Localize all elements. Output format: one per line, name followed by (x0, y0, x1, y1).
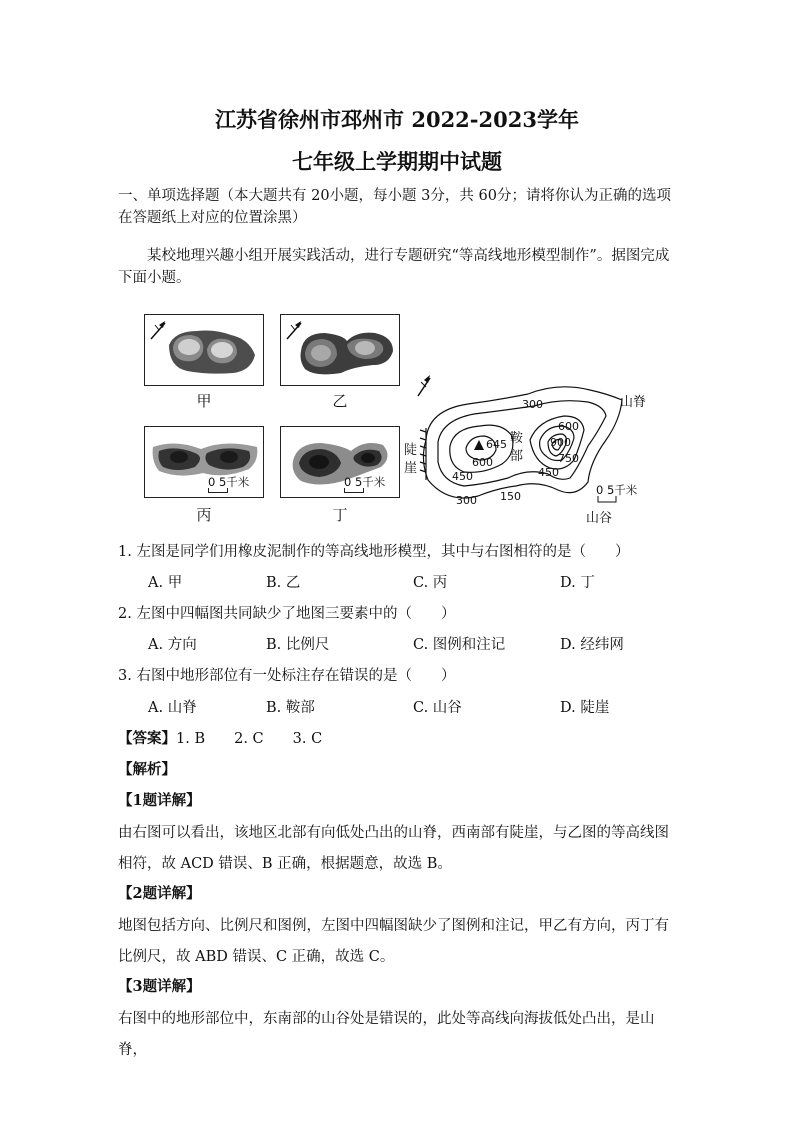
label-600b: 600 (558, 420, 579, 433)
clay-model-jia (145, 315, 262, 384)
answer-line (118, 727, 322, 748)
scale-bar-label: 0 5千米 (344, 475, 386, 489)
q2-analysis-heading: 【2题详解】 (118, 885, 201, 902)
answer-label: 【答案】 (118, 730, 176, 747)
q1-option-d: D. 丁 (560, 575, 595, 591)
figure (140, 310, 660, 525)
contour-map (398, 370, 660, 525)
q2-option-c: C. 图例和注记 (413, 637, 506, 653)
north-arrow-icon (418, 375, 430, 396)
label-900: 900 (550, 436, 571, 449)
panel-yi (280, 314, 400, 386)
label-saddle-1: 鞍 (510, 431, 524, 446)
panel-label-bing: 丙 (196, 506, 212, 524)
q3-option-d: D. 陡崖 (560, 700, 610, 716)
label-saddle-2: 部 (510, 449, 524, 464)
q2-analysis-text: 地图包括方向、比例尺和图例，左图中四幅图缺少了图例和注记，甲乙有方向，丙丁有比例尺，故 ABD 错误、C 正确，故选 C。 (118, 918, 669, 965)
intro-paragraph: 某校地理兴趣小组开展实践活动，进行专题研究“等高线地形模型制作”。据图完成下面小题。 (118, 248, 670, 286)
question-1-stem: 1. 左图是同学们用橡皮泥制作的等高线地形模型，其中与右图相符的是（ ） (118, 544, 630, 560)
question-2-stem: 2. 左图中四幅图共同缺少了地图三要素中的（ ） (118, 606, 456, 622)
label-450a: 450 (452, 470, 473, 483)
q1-option-c: C. 丙 (413, 575, 448, 591)
map-scale-label: 0 5千米 (596, 483, 638, 497)
q3-analysis-text: 右图中的地形部位中，东南部的山谷处是错误的，此处等高线向海拔低处凸出，是山脊， (118, 1011, 655, 1058)
scale-bar-bing (208, 474, 249, 490)
q1-analysis-heading: 【1题详解】 (118, 792, 201, 809)
scale-bar-label: 0 5千米 (208, 475, 250, 489)
label-valley: 山谷 (586, 511, 613, 525)
label-cliff-2: 崖 (404, 461, 418, 476)
panel-label-jia: 甲 (196, 392, 212, 410)
label-150: 150 (500, 490, 521, 503)
q2-option-a: A. 方向 (148, 637, 197, 653)
q2-option-d: D. 经纬网 (560, 637, 624, 653)
label-300a: 300 (522, 398, 543, 411)
analysis-heading: 【解析】 (118, 761, 176, 778)
q1-option-b: B. 乙 (266, 575, 301, 591)
q3-option-b: B. 鞍部 (266, 700, 315, 716)
panel-label-yi: 乙 (332, 392, 348, 410)
q2-option-b: B. 比例尺 (266, 637, 330, 653)
title-line-2: 七年级上学期期中试题 (292, 149, 502, 174)
map-scale-bar (596, 483, 638, 502)
scale-bar-line (208, 488, 228, 493)
peak-triangle-icon (474, 440, 484, 450)
panel-label-ding: 丁 (332, 506, 348, 524)
label-ridge: 山脊 (620, 395, 647, 410)
panel-jia (144, 314, 264, 386)
label-300b: 300 (456, 494, 477, 507)
north-arrow-icon (287, 321, 301, 339)
label-peak-645: 645 (486, 438, 507, 451)
q3-option-a: A. 山脊 (148, 700, 197, 716)
label-cliff-1: 陡 (404, 443, 418, 458)
clay-model-yi (281, 315, 398, 384)
q1-option-a: A. 甲 (148, 575, 183, 591)
question-3-stem: 3. 右图中地形部位有一处标注存在错误的是（ ） (118, 668, 456, 684)
label-450b: 450 (538, 466, 559, 479)
label-750: 750 (558, 452, 579, 465)
north-arrow-icon (151, 321, 165, 339)
label-600a: 600 (472, 456, 493, 469)
title-line-1: 江苏省徐州市邳州市 2022-2023学年 (215, 107, 579, 132)
scale-bar-line (344, 488, 364, 493)
section-heading: 一、单项选择题（本大题共有 20小题，每小题 3分，共 60分；请将你认为正确的选项在答题纸上对应的位置涂黑） (118, 188, 671, 226)
scale-bar-ding (344, 474, 385, 490)
q1-analysis-text: 由右图可以看出，该地区北部有向低处凸出的山脊，西南部有陡崖，与乙图的等高线图相符，故 ACD 错误、B 正确，根据题意，故选 B。 (118, 825, 669, 872)
q3-analysis-heading: 【3题详解】 (118, 978, 201, 995)
answer-text: 1. B 2. C 3. C (176, 731, 323, 747)
q3-option-c: C. 山谷 (413, 700, 462, 716)
